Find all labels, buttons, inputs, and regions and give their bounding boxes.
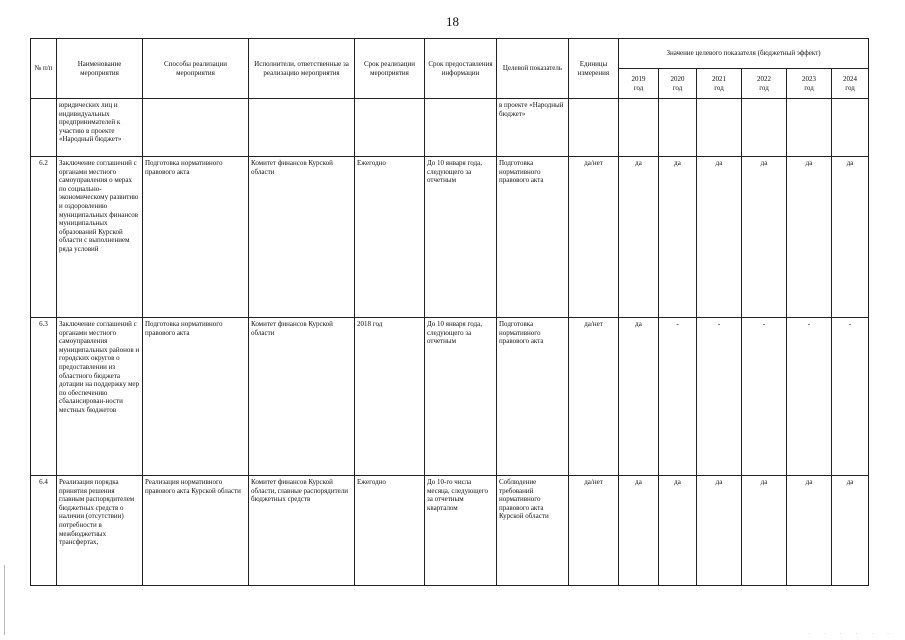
cell-info-term: До 10-го числа месяца, следующего за отчетным кварталом — [425, 476, 497, 586]
cell-term: Ежегодно — [355, 157, 425, 318]
cell-value-2020: - — [659, 318, 697, 476]
cell-value-2022 — [742, 99, 787, 157]
cell-name: Реализация порядка принятия решения главным распорядителем бюджетных средств о наличии (отсутствии) потребности в межбюджетных трансфертах, — [57, 476, 143, 586]
cell-value-2024: - — [832, 318, 869, 476]
cell-methods — [143, 99, 249, 157]
cell-term: Ежегодно — [355, 476, 425, 586]
cell-value-2021: да — [697, 476, 742, 586]
header-year-unit: год — [672, 83, 683, 92]
header-year-5 — [832, 69, 869, 99]
table-row — [31, 157, 869, 318]
cell-executors: Комитет финансов Курской области — [249, 157, 355, 318]
header-year-value: 2020 — [670, 74, 685, 83]
scan-margin-mark — [4, 565, 5, 635]
cell-value-2024: да — [832, 157, 869, 318]
cell-value-2022: да — [742, 476, 787, 586]
header-target-value: Значение целевого показателя (бюджетный эффект) — [619, 39, 869, 69]
cell-value-2020 — [659, 99, 697, 157]
measures-table — [30, 38, 869, 586]
page-number: 18 — [446, 14, 459, 29]
header-year-4 — [787, 69, 832, 99]
header-year-3 — [742, 69, 787, 99]
header-year-0 — [619, 69, 659, 99]
header-year-unit: год — [845, 83, 855, 92]
header-year-2 — [697, 69, 742, 99]
cell-value-2019 — [619, 99, 659, 157]
header-indicator: Целевой показатель — [497, 39, 569, 99]
header-name: Наименование мероприятия — [57, 39, 143, 99]
cell-executors — [249, 99, 355, 157]
cell-units — [569, 99, 619, 157]
header-year-value: 2021 — [712, 74, 726, 83]
cell-methods: Подготовка нормативного правового акта — [143, 157, 249, 318]
cell-num: 6.2 — [31, 157, 57, 318]
cell-value-2020: да — [659, 476, 697, 586]
cell-value-2020: да — [659, 157, 697, 318]
cell-name: Заключение соглашений с органами местного самоуправления о мерах по социально-экономическому развитию и оздоровлению муниципальных финансов муниципальных образований Курской области с выполнением ряда условий — [57, 157, 143, 318]
cell-units: да/нет — [569, 318, 619, 476]
cell-value-2024: да — [832, 476, 869, 586]
header-year-unit: год — [714, 83, 724, 92]
table-row — [31, 318, 869, 476]
cell-name: юридических лиц и индивидуальных предпринимателей к участию в проекте «Народный бюджет» — [57, 99, 143, 157]
header-year-unit: год — [633, 83, 644, 92]
table-row — [31, 99, 869, 157]
cell-value-2022: - — [742, 318, 787, 476]
cell-info-term: До 10 января года, следующего за отчетным — [425, 318, 497, 476]
cell-value-2019: да — [619, 476, 659, 586]
cell-methods: Подготовка нормативного правового акта — [143, 318, 249, 476]
header-year-1 — [659, 69, 697, 99]
cell-value-2022: да — [742, 157, 787, 318]
cell-value-2023: да — [787, 476, 832, 586]
cell-value-2024 — [832, 99, 869, 157]
cell-term: 2018 год — [355, 318, 425, 476]
cell-value-2021: да — [697, 157, 742, 318]
header-year-value: 2023 — [802, 74, 816, 83]
header-year-value: 2022 — [757, 74, 771, 83]
header-executors: Исполнители, ответственные за реализацию мероприятия — [249, 39, 355, 99]
cell-indicator: Подготовка нормативного правового акта — [497, 157, 569, 318]
header-year-value: 2024 — [843, 74, 858, 83]
header-year-unit: год — [804, 83, 814, 92]
cell-indicator: Соблюдение требований нормативного правового акта Курской области — [497, 476, 569, 586]
cell-units: да/нет — [569, 157, 619, 318]
header-year-value: 2019 — [631, 74, 646, 83]
cell-executors: Комитет финансов Курской области — [249, 318, 355, 476]
cell-value-2021 — [697, 99, 742, 157]
cell-value-2023: - — [787, 318, 832, 476]
cell-num: 6.3 — [31, 318, 57, 476]
cell-num: 6.4 — [31, 476, 57, 586]
cell-num — [31, 99, 57, 157]
cell-executors: Комитет финансов Курской области, главные распорядители бюджетных средств — [249, 476, 355, 586]
header-info-term: Срок предоставления информации — [425, 39, 497, 99]
cell-name: Заключение соглашений с органами местного самоуправления муниципальных районов и городских округов о предоставлении из областного бюджета дотации на поддержку мер по обеспечению сбалансирован-ности местных бюджетов — [57, 318, 143, 476]
header-term: Срок реализации мероприятия — [355, 39, 425, 99]
header-year-unit: год — [759, 83, 769, 92]
cell-value-2021: - — [697, 318, 742, 476]
cell-value-2019: да — [619, 157, 659, 318]
cell-indicator: Подготовка нормативного правового акта — [497, 318, 569, 476]
scan-artifact: · · · · · · — [808, 631, 895, 638]
cell-info-term: До 10 января года, следующего за отчетным — [425, 157, 497, 318]
cell-indicator: в проекте «Народный бюджет» — [497, 99, 569, 157]
cell-units: да/нет — [569, 476, 619, 586]
cell-term — [355, 99, 425, 157]
cell-value-2023 — [787, 99, 832, 157]
cell-value-2023: да — [787, 157, 832, 318]
header-units: Единицы измерения — [569, 39, 619, 99]
cell-info-term — [425, 99, 497, 157]
table-row — [31, 476, 869, 586]
cell-methods: Реализация нормативного правового акта Курской области — [143, 476, 249, 586]
cell-value-2019: да — [619, 318, 659, 476]
header-num: № п/п — [31, 39, 57, 99]
header-methods: Способы реализации мероприятия — [143, 39, 249, 99]
